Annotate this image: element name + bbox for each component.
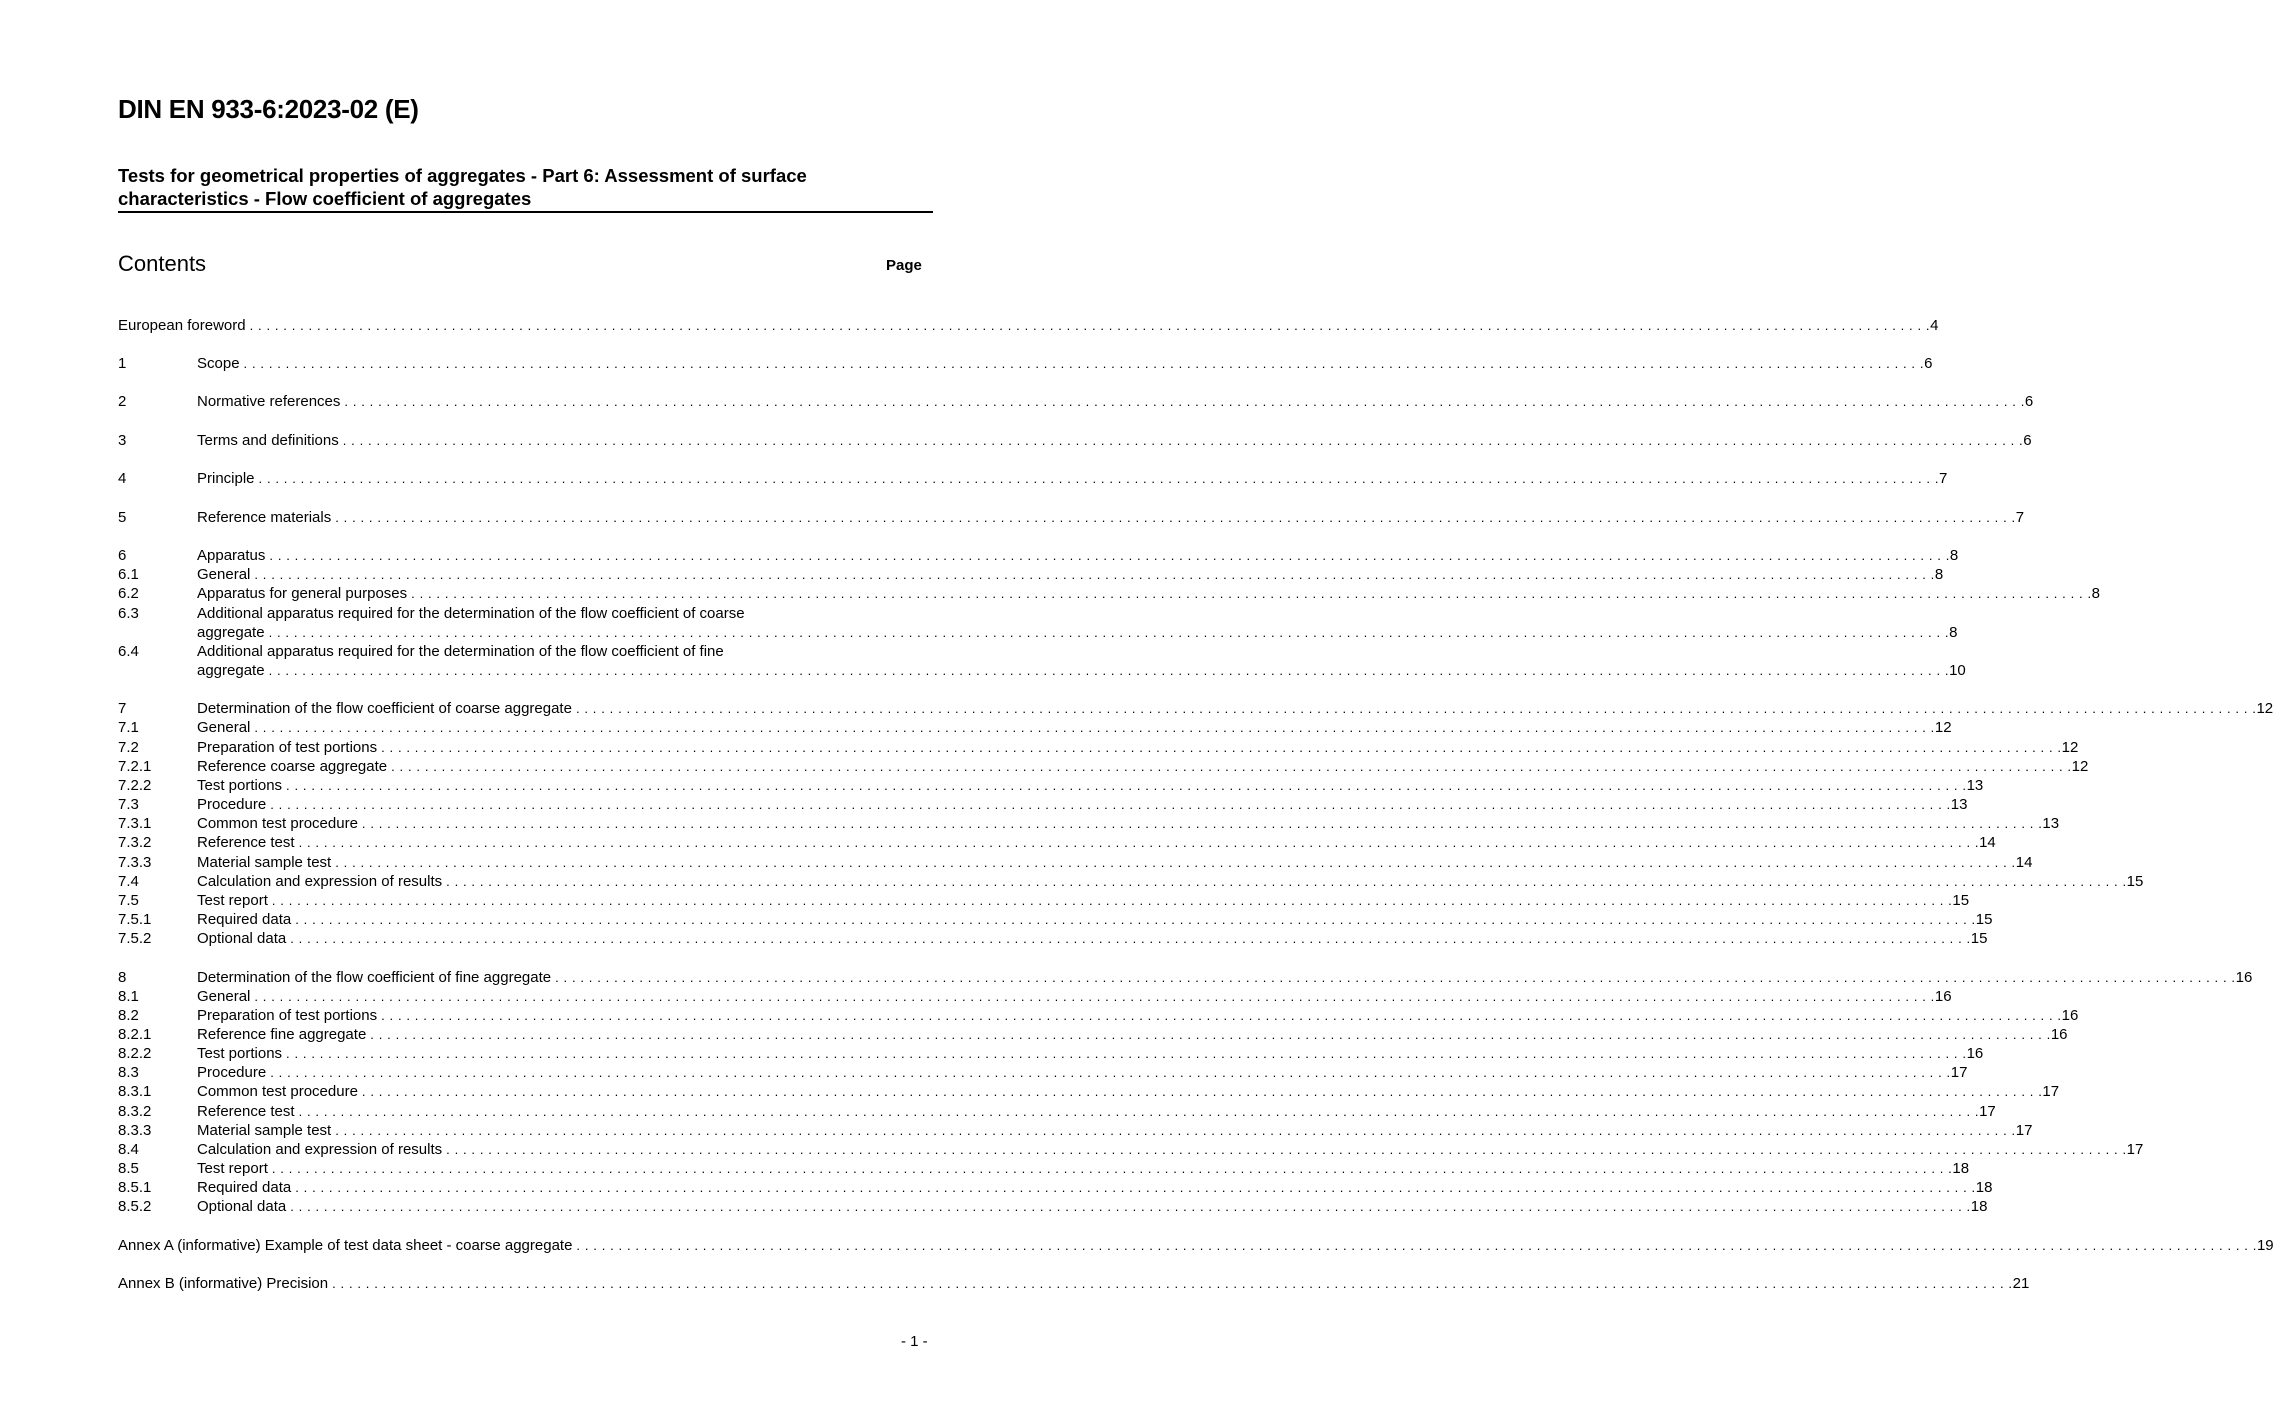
toc-title: General: [197, 988, 251, 1005]
toc-title: Common test procedure: [197, 815, 358, 832]
toc-entry[interactable]: [118, 565, 1944, 584]
toc-page-number: 13: [1966, 777, 1984, 794]
toc-number: 8.3.1: [118, 1083, 152, 1100]
toc-number: 6.4: [118, 643, 139, 660]
toc-leader-dots: . . . . . . . . . . . . . . . . . . . . . . . . . . . . . . . . . . . . . . . . . . . . . . . . . . . . . . . . . . . . . . . . . . . . . . . . . . . . . . . . . . . . . . . . . . . . . . . . . . . . . . . . . . . . . . . . . . . . . . . . . . . . . . . . . . . . . . . . . . . . . . . . . . . . . . . . . . . . . . . . . . . . . . . . . . . . . . . . . . . . . . . . . . . . . . . . . . . . . . . .: [254, 989, 1935, 1004]
toc-leader-dots: . . . . . . . . . . . . . . . . . . . . . . . . . . . . . . . . . . . . . . . . . . . . . . . . . . . . . . . . . . . . . . . . . . . . . . . . . . . . . . . . . . . . . . . . . . . . . . . . . . . . . . . . . . . . . . . . . . . . . . . . . . . . . . . . . . . . . . . . . . . . . . . . . . . . . . . . . . . . . . . . . . . . . . . . . . . . . . . . . . . . . . . . . . . . . . . . . . . . . . . .: [344, 394, 2025, 409]
toc-leader-dots: . . . . . . . . . . . . . . . . . . . . . . . . . . . . . . . . . . . . . . . . . . . . . . . . . . . . . . . . . . . . . . . . . . . . . . . . . . . . . . . . . . . . . . . . . . . . . . . . . . . . . . . . . . . . . . . . . . . . . . . . . . . . . . . . . . . . . . . . . . . . . . . . . . . . . . . . . . . . . . . . . . . . . . . . . . . . . . . . . . . . . . . . . . . . . . . . . . . . . . . .: [269, 548, 1950, 563]
toc-number: 5: [118, 509, 127, 526]
toc-page-number: 12: [2061, 739, 2079, 756]
toc-number: 6.2: [118, 585, 139, 602]
toc-entry[interactable]: [118, 814, 2060, 833]
toc-title: Calculation and expression of results: [197, 873, 443, 890]
toc-number: 8.2: [118, 1007, 139, 1024]
toc-title: Scope: [197, 355, 240, 372]
toc-page-number: 15: [1975, 911, 1993, 928]
toc-entry[interactable]: [118, 1025, 2068, 1044]
toc-number: 8.5: [118, 1160, 139, 1177]
toc-title: Required data: [197, 1179, 292, 1196]
toc-leader-dots: . . . . . . . . . . . . . . . . . . . . . . . . . . . . . . . . . . . . . . . . . . . . . . . . . . . . . . . . . . . . . . . . . . . . . . . . . . . . . . . . . . . . . . . . . . . . . . . . . . . . . . . . . . . . . . . . . . . . . . . . . . . . . . . . . . . . . . . . . . . . . . . . . . . . . . . . . . . . . . . . . . . . . . . . . . . . . . . . . . . . . . . . . . . . . . . . . . . . . . . .: [381, 1008, 2062, 1023]
toc-page-number: 17: [2126, 1141, 2144, 1158]
toc-leader-dots: . . . . . . . . . . . . . . . . . . . . . . . . . . . . . . . . . . . . . . . . . . . . . . . . . . . . . . . . . . . . . . . . . . . . . . . . . . . . . . . . . . . . . . . . . . . . . . . . . . . . . . . . . . . . . . . . . . . . . . . . . . . . . . . . . . . . . . . . . . . . . . . . . . . . . . . . . . . . . . . . . . . . . . . . . . . . . . . . . . . . . . . . . . . . . . . . . . . . . . . .: [446, 1142, 2127, 1157]
toc-leader-dots: . . . . . . . . . . . . . . . . . . . . . . . . . . . . . . . . . . . . . . . . . . . . . . . . . . . . . . . . . . . . . . . . . . . . . . . . . . . . . . . . . . . . . . . . . . . . . . . . . . . . . . . . . . . . . . . . . . . . . . . . . . . . . . . . . . . . . . . . . . . . . . . . . . . . . . . . . . . . . . . . . . . . . . . . . . . . . . . . . . . . . . . . . . . . . . . . . . . . . . . .: [335, 1123, 2016, 1138]
toc-number: 8.2.2: [118, 1045, 152, 1062]
toc-number: 7.2.2: [118, 777, 152, 794]
toc-leader-dots: . . . . . . . . . . . . . . . . . . . . . . . . . . . . . . . . . . . . . . . . . . . . . . . . . . . . . . . . . . . . . . . . . . . . . . . . . . . . . . . . . . . . . . . . . . . . . . . . . . . . . . . . . . . . . . . . . . . . . . . . . . . . . . . . . . . . . . . . . . . . . . . . . . . . . . . . . . . . . . . . . . . . . . . . . . . . . . . . . . . . . . . . . . . . . . . . . . . . . . . .: [298, 1104, 1980, 1119]
toc-entry[interactable]: [118, 1178, 1993, 1197]
toc-entry[interactable]: [118, 431, 2032, 450]
toc-page-number: 17: [1979, 1103, 1996, 1120]
toc-number: 6: [118, 547, 127, 564]
toc-title: Common test procedure: [197, 1083, 358, 1100]
toc-title: Annex B (informative) Precision: [118, 1275, 329, 1292]
toc-page-number: 19: [2256, 1237, 2274, 1254]
toc-title: aggregate: [197, 624, 265, 641]
toc-title: Reference test: [197, 834, 295, 851]
toc-number: 8.2.1: [118, 1026, 152, 1043]
toc-leader-dots: . . . . . . . . . . . . . . . . . . . . . . . . . . . . . . . . . . . . . . . . . . . . . . . . . . . . . . . . . . . . . . . . . . . . . . . . . . . . . . . . . . . . . . . . . . . . . . . . . . . . . . . . . . . . . . . . . . . . . . . . . . . . . . . . . . . . . . . . . . . . . . . . . . . . . . . . . . . . . . . . . . . . . . . . . . . . . . . . . . . . . . . . . . . . . . . . . . . . . . . .: [391, 759, 2072, 774]
toc-number: 8.1: [118, 988, 139, 1005]
toc-title: Determination of the flow coefficient of fine aggregate: [197, 969, 552, 986]
toc-title: General: [197, 566, 251, 583]
toc-entry[interactable]: [118, 795, 1968, 814]
toc-leader-dots: . . . . . . . . . . . . . . . . . . . . . . . . . . . . . . . . . . . . . . . . . . . . . . . . . . . . . . . . . . . . . . . . . . . . . . . . . . . . . . . . . . . . . . . . . . . . . . . . . . . . . . . . . . . . . . . . . . . . . . . . . . . . . . . . . . . . . . . . . . . . . . . . . . . . . . . . . . . . . . . . . . . . . . . . . . . . . . . . . . . . . . . . . . . . . . . . . . . . . . . .: [254, 720, 1935, 735]
toc-entry[interactable]: [118, 757, 2089, 776]
toc-number: 6.1: [118, 566, 139, 583]
toc-number: 8.5.2: [118, 1198, 152, 1215]
toc-title: Optional data: [197, 930, 287, 947]
toc-number: 8.3.2: [118, 1103, 152, 1120]
toc-leader-dots: . . . . . . . . . . . . . . . . . . . . . . . . . . . . . . . . . . . . . . . . . . . . . . . . . . . . . . . . . . . . . . . . . . . . . . . . . . . . . . . . . . . . . . . . . . . . . . . . . . . . . . . . . . . . . . . . . . . . . . . . . . . . . . . . . . . . . . . . . . . . . . . . . . . . . . . . . . . . . . . . . . . . . . . . . . . . . . . . . . . . . . . . . . . . . . . . . . . . . . . .: [258, 471, 1940, 486]
toc-leader-dots: . . . . . . . . . . . . . . . . . . . . . . . . . . . . . . . . . . . . . . . . . . . . . . . . . . . . . . . . . . . . . . . . . . . . . . . . . . . . . . . . . . . . . . . . . . . . . . . . . . . . . . . . . . . . . . . . . . . . . . . . . . . . . . . . . . . . . . . . . . . . . . . . . . . . . . . . . . . . . . . . . . . . . . . . . . . . . . . . . . . . . . . . . . . . . . . . . . . . . . . .: [271, 1161, 1953, 1176]
toc-entry[interactable]: [118, 718, 1952, 737]
toc-title: Calculation and expression of results: [197, 1141, 443, 1158]
toc-page-number: 17: [1950, 1064, 1968, 1081]
toc-leader-dots: . . . . . . . . . . . . . . . . . . . . . . . . . . . . . . . . . . . . . . . . . . . . . . . . . . . . . . . . . . . . . . . . . . . . . . . . . . . . . . . . . . . . . . . . . . . . . . . . . . . . . . . . . . . . . . . . . . . . . . . . . . . . . . . . . . . . . . . . . . . . . . . . . . . . . . . . . . . . . . . . . . . . . . . . . . . . . . . . . . . . . . . . . . . . . . . . . . . . . . . .: [290, 931, 1971, 946]
toc-title: Optional data: [197, 1198, 287, 1215]
toc-number: 7.5.1: [118, 911, 152, 928]
toc-page-number: 4: [1930, 317, 1939, 334]
toc-leader-dots: . . . . . . . . . . . . . . . . . . . . . . . . . . . . . . . . . . . . . . . . . . . . . . . . . . . . . . . . . . . . . . . . . . . . . . . . . . . . . . . . . . . . . . . . . . . . . . . . . . . . . . . . . . . . . . . . . . . . . . . . . . . . . . . . . . . . . . . . . . . . . . . . . . . . . . . . . . . . . . . . . . . . . . . . . . . . . . . . . . . . . . . . . . . . . . . . . . . . . . . .: [342, 433, 2024, 448]
toc-number: 4: [118, 470, 127, 487]
toc-entry[interactable]: [118, 354, 1933, 373]
toc-leader-dots: . . . . . . . . . . . . . . . . . . . . . . . . . . . . . . . . . . . . . . . . . . . . . . . . . . . . . . . . . . . . . . . . . . . . . . . . . . . . . . . . . . . . . . . . . . . . . . . . . . . . . . . . . . . . . . . . . . . . . . . . . . . . . . . . . . . . . . . . . . . . . . . . . . . . . . . . . . . . . . . . . . . . . . . . . . . . . . . . . . . . . . . . . . . . . . . . . . . . . . . .: [446, 874, 2127, 889]
toc-leader-dots: . . . . . . . . . . . . . . . . . . . . . . . . . . . . . . . . . . . . . . . . . . . . . . . . . . . . . . . . . . . . . . . . . . . . . . . . . . . . . . . . . . . . . . . . . . . . . . . . . . . . . . . . . . . . . . . . . . . . . . . . . . . . . . . . . . . . . . . . . . . . . . . . . . . . . . . . . . . . . . . . . . . . . . . . . . . . . . . . . . . . . . . . . . . . . . . . . . . . . . . .: [575, 701, 2257, 716]
toc-entry[interactable]: [118, 1236, 2274, 1255]
toc-title: Material sample test: [197, 854, 332, 871]
toc-title: Test report: [197, 892, 268, 909]
toc-entry[interactable]: [118, 1082, 2060, 1101]
toc-title: Required data: [197, 911, 292, 928]
toc-entry[interactable]: [118, 1102, 1996, 1121]
toc-leader-dots: . . . . . . . . . . . . . . . . . . . . . . . . . . . . . . . . . . . . . . . . . . . . . . . . . . . . . . . . . . . . . . . . . . . . . . . . . . . . . . . . . . . . . . . . . . . . . . . . . . . . . . . . . . . . . . . . . . . . . . . . . . . . . . . . . . . . . . . . . . . . . . . . . . . . . . . . . . . . . . . . . . . . . . . . . . . . . . . . . . . . . . . . . . . . . . . . . . . . . . . .: [295, 912, 1976, 927]
toc-leader-dots: . . . . . . . . . . . . . . . . . . . . . . . . . . . . . . . . . . . . . . . . . . . . . . . . . . . . . . . . . . . . . . . . . . . . . . . . . . . . . . . . . . . . . . . . . . . . . . . . . . . . . . . . . . . . . . . . . . . . . . . . . . . . . . . . . . . . . . . . . . . . . . . . . . . . . . . . . . . . . . . . . . . . . . . . . . . . . . . . . . . . . . . . . . . . . . . . . . . . . . . .: [381, 740, 2062, 755]
toc-entry[interactable]: [118, 833, 1996, 852]
toc-number: 1: [118, 355, 127, 372]
toc-entry[interactable]: [118, 1006, 2079, 1025]
toc-page-number: 13: [2042, 815, 2060, 832]
toc-title: Determination of the flow coefficient of coarse aggregate: [197, 700, 572, 717]
toc-entry[interactable]: [118, 1121, 2033, 1140]
toc-entry[interactable]: [118, 987, 1952, 1006]
toc-leader-dots: . . . . . . . . . . . . . . . . . . . . . . . . . . . . . . . . . . . . . . . . . . . . . . . . . . . . . . . . . . . . . . . . . . . . . . . . . . . . . . . . . . . . . . . . . . . . . . . . . . . . . . . . . . . . . . . . . . . . . . . . . . . . . . . . . . . . . . . . . . . . . . . . . . . . . . . . . . . . . . . . . . . . . . . . . . . . . . . . . . . . . . . . . . . . . . . . . . . . . . . .: [286, 1046, 1967, 1061]
subtitle-line-1: Tests for geometrical properties of aggregates - Part 6: Assessment of surface: [118, 165, 807, 186]
toc-number: 7.2: [118, 739, 139, 756]
toc-entry[interactable]: [118, 699, 2274, 718]
toc-number: 7.2.1: [118, 758, 152, 775]
toc-entry[interactable]: [118, 872, 2144, 891]
toc-page-number: 12: [1934, 719, 1952, 736]
toc-number: 8.3.3: [118, 1122, 152, 1139]
toc-number: 7: [118, 700, 127, 717]
toc-page-number: 16: [1934, 988, 1952, 1005]
toc-title: General: [197, 719, 251, 736]
toc-entry[interactable]: [118, 776, 1984, 795]
page-column-heading: Page: [886, 257, 922, 274]
toc-title: Test report: [197, 1160, 268, 1177]
toc-title-line-1[interactable]: Additional apparatus required for the determination of the flow coefficient of fine: [197, 643, 724, 660]
toc-page-number: 14: [2015, 854, 2033, 871]
toc-entry[interactable]: [118, 910, 1993, 929]
toc-entry[interactable]: [118, 738, 2079, 757]
toc-leader-dots: . . . . . . . . . . . . . . . . . . . . . . . . . . . . . . . . . . . . . . . . . . . . . . . . . . . . . . . . . . . . . . . . . . . . . . . . . . . . . . . . . . . . . . . . . . . . . . . . . . . . . . . . . . . . . . . . . . . . . . . . . . . . . . . . . . . . . . . . . . . . . . . . . . . . . . . . . . . . . . . . . . . . . . . . . . . . . . . . . . . . . . . . . . . . . . . . . . . . . . . .: [243, 356, 1925, 371]
toc-leader-dots: . . . . . . . . . . . . . . . . . . . . . . . . . . . . . . . . . . . . . . . . . . . . . . . . . . . . . . . . . . . . . . . . . . . . . . . . . . . . . . . . . . . . . . . . . . . . . . . . . . . . . . . . . . . . . . . . . . . . . . . . . . . . . . . . . . . . . . . . . . . . . . . . . . . . . . . . . . . . . . . . . . . . . . . . . . . . . . . . . . . . . . . . . . . . . . . . . . . . . . . .: [268, 625, 1950, 640]
toc-leader-dots: . . . . . . . . . . . . . . . . . . . . . . . . . . . . . . . . . . . . . . . . . . . . . . . . . . . . . . . . . . . . . . . . . . . . . . . . . . . . . . . . . . . . . . . . . . . . . . . . . . . . . . . . . . . . . . . . . . . . . . . . . . . . . . . . . . . . . . . . . . . . . . . . . . . . . . . . . . . . . . . . . . . . . . . . . . . . . . . . . . . . . . . . . . . . . . . . . . . . . . . .: [361, 1084, 2043, 1099]
toc-page-number: 17: [2042, 1083, 2060, 1100]
toc-entry[interactable]: [118, 968, 2253, 987]
toc-leader-dots: . . . . . . . . . . . . . . . . . . . . . . . . . . . . . . . . . . . . . . . . . . . . . . . . . . . . . . . . . . . . . . . . . . . . . . . . . . . . . . . . . . . . . . . . . . . . . . . . . . . . . . . . . . . . . . . . . . . . . . . . . . . . . . . . . . . . . . . . . . . . . . . . . . . . . . . . . . . . . . . . . . . . . . . . . . . . . . . . . . . . . . . . . . . . . . . . . . . . . . . .: [555, 970, 2236, 985]
toc-page-number: 17: [2015, 1122, 2033, 1139]
toc-number: 8: [118, 969, 127, 986]
toc-page-number: 8: [2091, 585, 2100, 602]
toc-number: 7.3.3: [118, 854, 152, 871]
toc-title: Reference test: [197, 1103, 295, 1120]
toc-title: Procedure: [197, 1064, 267, 1081]
toc-entry[interactable]: [118, 469, 1948, 488]
toc-page-number: 7: [1939, 470, 1948, 487]
toc-title: Procedure: [197, 796, 267, 813]
toc-number: 8.5.1: [118, 1179, 152, 1196]
toc-leader-dots: . . . . . . . . . . . . . . . . . . . . . . . . . . . . . . . . . . . . . . . . . . . . . . . . . . . . . . . . . . . . . . . . . . . . . . . . . . . . . . . . . . . . . . . . . . . . . . . . . . . . . . . . . . . . . . . . . . . . . . . . . . . . . . . . . . . . . . . . . . . . . . . . . . . . . . . . . . . . . . . . . . . . . . . . . . . . . . . . . . . . . . . . . . . . . . . . . . . . . . . .: [295, 1180, 1976, 1195]
toc-page-number: 7: [2015, 509, 2025, 526]
toc-entry[interactable]: [118, 1197, 1988, 1216]
toc-leader-dots: . . . . . . . . . . . . . . . . . . . . . . . . . . . . . . . . . . . . . . . . . . . . . . . . . . . . . . . . . . . . . . . . . . . . . . . . . . . . . . . . . . . . . . . . . . . . . . . . . . . . . . . . . . . . . . . . . . . . . . . . . . . . . . . . . . . . . . . . . . . . . . . . . . . . . . . . . . . . . . . . . . . . . . . . . . . . . . . . . . . . . . . . . . . . . . . . . . . . . . . .: [335, 855, 2016, 870]
toc-page-number: 10: [1949, 662, 1966, 679]
toc-entry[interactable]: [118, 929, 1988, 948]
toc-leader-dots: . . . . . . . . . . . . . . . . . . . . . . . . . . . . . . . . . . . . . . . . . . . . . . . . . . . . . . . . . . . . . . . . . . . . . . . . . . . . . . . . . . . . . . . . . . . . . . . . . . . . . . . . . . . . . . . . . . . . . . . . . . . . . . . . . . . . . . . . . . . . . . . . . . . . . . . . . . . . . . . . . . . . . . . . . . . . . . . . . . . . . . . . . . . . . . . . . . . . . . . .: [270, 1065, 1951, 1080]
toc-page-number: 16: [1966, 1045, 1984, 1062]
toc-leader-dots: . . . . . . . . . . . . . . . . . . . . . . . . . . . . . . . . . . . . . . . . . . . . . . . . . . . . . . . . . . . . . . . . . . . . . . . . . . . . . . . . . . . . . . . . . . . . . . . . . . . . . . . . . . . . . . . . . . . . . . . . . . . . . . . . . . . . . . . . . . . . . . . . . . . . . . . . . . . . . . . . . . . . . . . . . . . . . . . . . . . . . . . . . . . . . . . . . . . . . . . .: [254, 567, 1935, 582]
toc-leader-dots: . . . . . . . . . . . . . . . . . . . . . . . . . . . . . . . . . . . . . . . . . . . . . . . . . . . . . . . . . . . . . . . . . . . . . . . . . . . . . . . . . . . . . . . . . . . . . . . . . . . . . . . . . . . . . . . . . . . . . . . . . . . . . . . . . . . . . . . . . . . . . . . . . . . . . . . . . . . . . . . . . . . . . . . . . . . . . . . . . . . . . . . . . . . . . . . . . . . . . . . .: [332, 1276, 2013, 1291]
toc-entry[interactable]: [118, 316, 1939, 335]
contents-heading: Contents: [118, 251, 207, 276]
toc-title: Test portions: [197, 777, 283, 794]
toc-title: Reference fine aggregate: [197, 1026, 367, 1043]
toc-number: 7.5: [118, 892, 139, 909]
toc-entry[interactable]: [118, 1063, 1968, 1082]
toc-page-number: 8: [1949, 624, 1958, 641]
toc-page-number: 16: [2050, 1026, 2068, 1043]
toc-leader-dots: . . . . . . . . . . . . . . . . . . . . . . . . . . . . . . . . . . . . . . . . . . . . . . . . . . . . . . . . . . . . . . . . . . . . . . . . . . . . . . . . . . . . . . . . . . . . . . . . . . . . . . . . . . . . . . . . . . . . . . . . . . . . . . . . . . . . . . . . . . . . . . . . . . . . . . . . . . . . . . . . . . . . . . . . . . . . . . . . . . . . . . . . . . . . . . . . . . . . . . . .: [290, 1199, 1971, 1214]
toc-entry[interactable]: [118, 1274, 2030, 1293]
toc-page-number: 12: [2256, 700, 2274, 717]
toc-entry[interactable]: [118, 392, 2034, 411]
toc-title: Preparation of test portions: [197, 1007, 378, 1024]
toc-leader-dots: . . . . . . . . . . . . . . . . . . . . . . . . . . . . . . . . . . . . . . . . . . . . . . . . . . . . . . . . . . . . . . . . . . . . . . . . . . . . . . . . . . . . . . . . . . . . . . . . . . . . . . . . . . . . . . . . . . . . . . . . . . . . . . . . . . . . . . . . . . . . . . . . . . . . . . . . . . . . . . . . . . . . . . . . . . . . . . . . . . . . . . . . . . . . . . . . . . . . . . . .: [411, 586, 2092, 601]
toc-number: 7.3.1: [118, 815, 152, 832]
toc-page-number: 21: [2012, 1275, 2030, 1292]
toc-entry[interactable]: [118, 623, 1958, 642]
toc-leader-dots: . . . . . . . . . . . . . . . . . . . . . . . . . . . . . . . . . . . . . . . . . . . . . . . . . . . . . . . . . . . . . . . . . . . . . . . . . . . . . . . . . . . . . . . . . . . . . . . . . . . . . . . . . . . . . . . . . . . . . . . . . . . . . . . . . . . . . . . . . . . . . . . . . . . . . . . . . . . . . . . . . . . . . . . . . . . . . . . . . . . . . . . . . . . . . . . . . . . . . . . .: [361, 816, 2043, 831]
toc-title: Apparatus: [197, 547, 266, 564]
toc-entry[interactable]: [118, 661, 1966, 680]
toc-page-number: 15: [1970, 930, 1988, 947]
toc-leader-dots: . . . . . . . . . . . . . . . . . . . . . . . . . . . . . . . . . . . . . . . . . . . . . . . . . . . . . . . . . . . . . . . . . . . . . . . . . . . . . . . . . . . . . . . . . . . . . . . . . . . . . . . . . . . . . . . . . . . . . . . . . . . . . . . . . . . . . . . . . . . . . . . . . . . . . . . . . . . . . . . . . . . . . . . . . . . . . . . . . . . . . . . . . . . . . . . . . . . . . . . .: [270, 797, 1951, 812]
toc-page-number: 13: [1950, 796, 1968, 813]
toc-entry[interactable]: [118, 1140, 2144, 1159]
toc-title-line-1[interactable]: Additional apparatus required for the determination of the flow coefficient of coarse: [197, 605, 745, 622]
toc-number: 7.3.2: [118, 834, 152, 851]
toc-page-number: 18: [1952, 1160, 1970, 1177]
toc-title: Test portions: [197, 1045, 283, 1062]
toc-entry[interactable]: [118, 1044, 1984, 1063]
toc-page-number: 12: [2071, 758, 2089, 775]
toc-title: Normative references: [197, 393, 341, 410]
toc-title: Annex A (informative) Example of test data sheet - coarse aggregate: [118, 1237, 573, 1254]
toc-entry[interactable]: [118, 508, 2025, 527]
toc-page-number: 16: [2061, 1007, 2079, 1024]
toc-title: Reference coarse aggregate: [197, 758, 388, 775]
toc-title: Preparation of test portions: [197, 739, 378, 756]
toc-number: 8.4: [118, 1141, 139, 1158]
toc-number: 3: [118, 432, 127, 449]
toc-entry[interactable]: [118, 584, 2100, 603]
toc-leader-dots: . . . . . . . . . . . . . . . . . . . . . . . . . . . . . . . . . . . . . . . . . . . . . . . . . . . . . . . . . . . . . . . . . . . . . . . . . . . . . . . . . . . . . . . . . . . . . . . . . . . . . . . . . . . . . . . . . . . . . . . . . . . . . . . . . . . . . . . . . . . . . . . . . . . . . . . . . . . . . . . . . . . . . . . . . . . . . . . . . . . . . . . . . . . . . . . . . . . . . . . .: [298, 835, 1980, 850]
toc-leader-dots: . . . . . . . . . . . . . . . . . . . . . . . . . . . . . . . . . . . . . . . . . . . . . . . . . . . . . . . . . . . . . . . . . . . . . . . . . . . . . . . . . . . . . . . . . . . . . . . . . . . . . . . . . . . . . . . . . . . . . . . . . . . . . . . . . . . . . . . . . . . . . . . . . . . . . . . . . . . . . . . . . . . . . . . . . . . . . . . . . . . . . . . . . . . . . . . . . . . . . . . .: [335, 510, 2016, 525]
toc-leader-dots: . . . . . . . . . . . . . . . . . . . . . . . . . . . . . . . . . . . . . . . . . . . . . . . . . . . . . . . . . . . . . . . . . . . . . . . . . . . . . . . . . . . . . . . . . . . . . . . . . . . . . . . . . . . . . . . . . . . . . . . . . . . . . . . . . . . . . . . . . . . . . . . . . . . . . . . . . . . . . . . . . . . . . . . . . . . . . . . . . . . . . . . . . . . . . . . . . . . . . . . .: [286, 778, 1967, 793]
toc-leader-dots: . . . . . . . . . . . . . . . . . . . . . . . . . . . . . . . . . . . . . . . . . . . . . . . . . . . . . . . . . . . . . . . . . . . . . . . . . . . . . . . . . . . . . . . . . . . . . . . . . . . . . . . . . . . . . . . . . . . . . . . . . . . . . . . . . . . . . . . . . . . . . . . . . . . . . . . . . . . . . . . . . . . . . . . . . . . . . . . . . . . . . . . . . . . . . . . . . . . . . . . .: [268, 663, 1950, 678]
toc-page-number: 18: [1970, 1198, 1988, 1215]
toc-entry[interactable]: [118, 891, 1970, 910]
toc-page-number: 15: [2126, 873, 2144, 890]
toc-title: Material sample test: [197, 1122, 332, 1139]
toc-entry[interactable]: [118, 853, 2033, 872]
toc-title: European foreword: [118, 317, 246, 334]
toc-page-number: 8: [1949, 547, 1959, 564]
toc-title: aggregate: [197, 662, 265, 679]
toc-page-number: 15: [1952, 892, 1970, 909]
toc-title: Principle: [197, 470, 255, 487]
toc-number: 7.1: [118, 719, 139, 736]
toc-title: Reference materials: [197, 509, 332, 526]
toc-number: 8.3: [118, 1064, 139, 1081]
toc-number: 7.4: [118, 873, 139, 890]
document-title: DIN EN 933-6:2023-02 (E): [118, 94, 419, 124]
toc-page-number: 6: [2024, 393, 2034, 410]
toc-leader-dots: . . . . . . . . . . . . . . . . . . . . . . . . . . . . . . . . . . . . . . . . . . . . . . . . . . . . . . . . . . . . . . . . . . . . . . . . . . . . . . . . . . . . . . . . . . . . . . . . . . . . . . . . . . . . . . . . . . . . . . . . . . . . . . . . . . . . . . . . . . . . . . . . . . . . . . . . . . . . . . . . . . . . . . . . . . . . . . . . . . . . . . . . . . . . . . . . . . . . . . . .: [370, 1027, 2051, 1042]
toc-number: 7.3: [118, 796, 139, 813]
toc-page-number: 16: [2235, 969, 2253, 986]
toc-entry[interactable]: [118, 1159, 1970, 1178]
toc-page-number: 8: [1934, 566, 1944, 583]
toc-title: Apparatus for general purposes: [197, 585, 408, 602]
toc-number: 7.5.2: [118, 930, 152, 947]
toc-leader-dots: . . . . . . . . . . . . . . . . . . . . . . . . . . . . . . . . . . . . . . . . . . . . . . . . . . . . . . . . . . . . . . . . . . . . . . . . . . . . . . . . . . . . . . . . . . . . . . . . . . . . . . . . . . . . . . . . . . . . . . . . . . . . . . . . . . . . . . . . . . . . . . . . . . . . . . . . . . . . . . . . . . . . . . . . . . . . . . . . . . . . . . . . . . . . . . . . . . . . . . . .: [576, 1238, 2257, 1253]
toc-page-number: 14: [1979, 834, 1996, 851]
toc-entry[interactable]: [118, 546, 1959, 565]
document-subtitle: [118, 164, 933, 213]
toc-page-number: 6: [2023, 432, 2032, 449]
toc-leader-dots: . . . . . . . . . . . . . . . . . . . . . . . . . . . . . . . . . . . . . . . . . . . . . . . . . . . . . . . . . . . . . . . . . . . . . . . . . . . . . . . . . . . . . . . . . . . . . . . . . . . . . . . . . . . . . . . . . . . . . . . . . . . . . . . . . . . . . . . . . . . . . . . . . . . . . . . . . . . . . . . . . . . . . . . . . . . . . . . . . . . . . . . . . . . . . . . . . . . . . . . .: [249, 318, 1931, 333]
footer-page-number: - 1 -: [901, 1333, 928, 1350]
toc-number: 2: [118, 393, 127, 410]
toc-page-number: 18: [1975, 1179, 1993, 1196]
toc-leader-dots: . . . . . . . . . . . . . . . . . . . . . . . . . . . . . . . . . . . . . . . . . . . . . . . . . . . . . . . . . . . . . . . . . . . . . . . . . . . . . . . . . . . . . . . . . . . . . . . . . . . . . . . . . . . . . . . . . . . . . . . . . . . . . . . . . . . . . . . . . . . . . . . . . . . . . . . . . . . . . . . . . . . . . . . . . . . . . . . . . . . . . . . . . . . . . . . . . . . . . . . .: [271, 893, 1953, 908]
toc-page-number: 6: [1924, 355, 1933, 372]
toc-title: Terms and definitions: [197, 432, 339, 449]
toc-number: 6.3: [118, 605, 139, 622]
subtitle-line-2: characteristics - Flow coefficient of aggregates: [118, 188, 532, 209]
